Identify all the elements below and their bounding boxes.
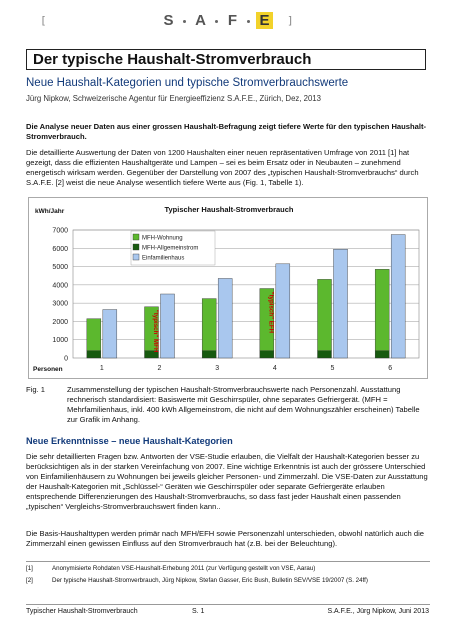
annotation-label: "typisch" MFH <box>152 309 159 353</box>
bar-mfh-wohnung <box>202 299 216 351</box>
annotation-label: "typisch" EFH <box>267 291 275 334</box>
x-tick-label: 1 <box>99 365 104 372</box>
bar-mfh-allgemeinstrom <box>87 351 101 358</box>
legend-entry: Einfamilienhaus <box>142 255 185 262</box>
y-axis-label: kWh/Jahr <box>35 208 65 215</box>
intro-paragraph: Die detaillierte Auswertung der Daten von 1200 Haushalten einer neuen repräsentativen Umfrage von 2011 [1] hat gezeigt, dass die effizienten Haushaltgeräte und Lampen – sei es beim Ersatz oder in Neubauten – zunehmend energetisch wirksam werden. Gegenüber der Darstellung von 2007 des „typischen Haushalt-Stromverbrauchs“ durch S.A.F.E. [2] weist die neue Analyse wesentlich tiefere Werte aus (Fig. 1, Tabelle 1). <box>26 148 419 187</box>
bar-chart <box>29 198 429 380</box>
chart-frame <box>28 197 428 379</box>
lead-paragraph: Die Analyse neuer Daten aus einer grossen Haushalt-Befragung zeigt tiefere Werte für den typischen Haushalt-Stromverbrauch. <box>26 122 427 141</box>
bar-mfh-allgemeinstrom <box>202 351 216 358</box>
safe-logo <box>0 12 453 34</box>
chart-title: Typischer Haushalt-Stromverbrauch <box>164 205 294 214</box>
footer-right: S.A.F.E., Jürg Nipkow, Juni 2013 <box>327 608 429 615</box>
section-heading: Neue Erkenntnisse – neue Haushalt-Kategorien <box>26 436 233 446</box>
y-tick-label: 5000 <box>52 264 68 272</box>
body-paragraph-2: Die sehr detaillierten Fragen bzw. Antworten der VSE-Studie erlauben, die Vielfalt der Haushalt-Kategorien besser zu berücksichtigen als in der starken Vereinfachung von 2007. Eine wichtige Erkenntnis ist auch der grössere Unterschied von Einfamilienhäusern zu Wohnungen bei jeweils gleicher Personen- und Zimmerzahl. Die VSE-Daten zur Ausstattung der Haushalt-Kategorien mit „Schlüssel-“ Geräten wie Geschirrspüler oder separate Gefriergeräte erlauben entsprechende Differenzierungen des Haushalt-Stromverbrauchs, so dass fast jeder Haushalt einen passenden „typischen“ Vergleichs-Stromverbrauchswert finden kann.. <box>26 452 428 511</box>
y-tick-label: 1000 <box>52 337 68 345</box>
bar-mfh-allgemeinstrom <box>318 351 332 358</box>
logo-close-bracket: ] <box>287 14 294 27</box>
x-tick-label: 4 <box>272 365 277 372</box>
title-box <box>26 49 426 70</box>
bar-einfamilienhaus <box>218 278 232 358</box>
legend-swatch <box>133 234 139 240</box>
figure-caption: Zusammenstellung der typischen Haushalt-Stromverbrauchswerte nach Personenzahl. Ausstattung rechnerisch standardisiert: Basiswerte mit Geschirrspüler, ohne separates Gefriergerät. (MFH = Mehrfamilienhaus, inkl. 400 kWh Allgemeinstrom, die nicht auf dem Wohnungszähler erscheinen) Tabelle zur Grafik im Anhang. <box>67 385 420 424</box>
footnote-divider <box>26 561 430 562</box>
logo-letter-s: S <box>163 12 174 29</box>
logo-dot <box>215 20 218 23</box>
x-axis-label: Personen <box>33 366 63 373</box>
x-tick-label: 3 <box>215 365 220 372</box>
figure-label: Fig. 1 <box>26 385 45 394</box>
y-tick-label: 4000 <box>52 282 68 290</box>
logo-dot <box>247 20 250 23</box>
bar-mfh-wohnung <box>87 319 101 351</box>
x-tick-label: 2 <box>157 365 162 372</box>
subtitle: Neue Haushalt-Kategorien und typische Stromverbrauchswerte <box>26 77 349 89</box>
x-tick-label: 6 <box>388 365 393 372</box>
legend-entry: MFH-Allgemeinstrom <box>142 245 199 252</box>
y-tick-label: 3000 <box>52 300 68 308</box>
bar-mfh-allgemeinstrom <box>260 351 274 358</box>
body-paragraph-3: Die Basis-Haushalttypen werden primär nach MFH/EFH sowie Personenzahl unterschieden, obwohl natürlich auch die Zimmerzahl einen gewissen Einfluss auf den Stromverbrauch hat (z.B. bei der Beleuchtung). <box>26 529 425 548</box>
legend-swatch <box>133 244 139 250</box>
logo-dot <box>183 20 186 23</box>
footnote-number: [2] <box>26 577 33 584</box>
legend-swatch <box>133 254 139 260</box>
legend-entry: MFH-Wohnung <box>142 235 183 242</box>
plot-area <box>73 230 419 358</box>
bar-einfamilienhaus <box>391 235 405 358</box>
footer-divider <box>26 604 430 605</box>
bar-mfh-wohnung <box>318 279 332 350</box>
x-tick-label: 5 <box>330 365 335 372</box>
footnote-text: Der typische Haushalt-Stromverbrauch, Jürg Nipkow, Stefan Gasser, Eric Bush, Bulletin SEV/VSE 19/2007 (S. 24ff) <box>52 577 368 584</box>
y-tick-label: 7000 <box>52 227 68 235</box>
bar-mfh-allgemeinstrom <box>375 351 389 358</box>
footnote-number: [1] <box>26 565 33 572</box>
logo-letter-e: E <box>256 12 273 29</box>
page-title: Der typische Haushalt-Stromverbrauch <box>33 51 312 68</box>
y-tick-label: 6000 <box>52 245 68 253</box>
logo-letter-a: A <box>195 12 206 29</box>
bar-einfamilienhaus <box>103 310 117 358</box>
footer-page-number: S. 1 <box>192 608 205 615</box>
bar-einfamilienhaus <box>276 264 290 358</box>
bar-mfh-wohnung <box>375 269 389 350</box>
logo-open-bracket: [ <box>40 14 47 27</box>
authors-line: Jürg Nipkow, Schweizerische Agentur für Energieeffizienz S.A.F.E., Zürich, Dez, 2013 <box>26 94 321 103</box>
bar-einfamilienhaus <box>161 294 175 358</box>
footer-left: Typischer Haushalt-Stromverbrauch <box>26 608 138 615</box>
logo-letter-f: F <box>227 12 238 29</box>
bar-einfamilienhaus <box>334 249 348 358</box>
y-tick-label: 0 <box>64 355 68 363</box>
y-tick-label: 2000 <box>52 318 68 326</box>
footnote-text: Anonymisierte Rohdaten VSE-Haushalt-Erhebung 2011 (zur Verfügung gestellt von VSE, Aarau) <box>52 565 316 572</box>
